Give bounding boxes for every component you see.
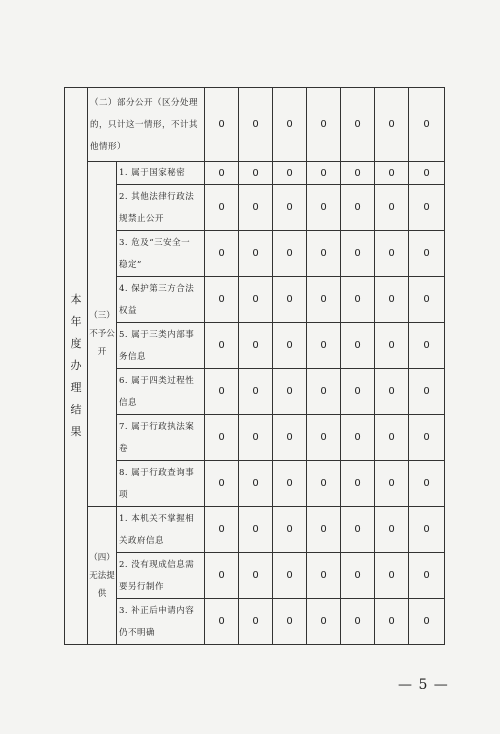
table-row <box>65 415 445 461</box>
row-label <box>88 88 205 162</box>
value-cell: 0 <box>409 415 445 461</box>
value-cell: 0 <box>409 231 445 277</box>
section-outcome-char: 本 <box>70 293 82 306</box>
value-cell: 0 <box>239 369 273 415</box>
value-cell: 0 <box>307 185 341 231</box>
value-cell: 0 <box>273 553 307 599</box>
value-cell: 0 <box>307 599 341 645</box>
row-label <box>117 507 205 553</box>
row-label-line: 他情形） <box>90 141 127 152</box>
value-cell: 0 <box>239 415 273 461</box>
row-label-line: 卷 <box>119 443 129 454</box>
table-row <box>65 162 445 185</box>
value-cell: 0 <box>239 88 273 162</box>
value-cell: 0 <box>341 415 375 461</box>
value-cell: 0 <box>341 369 375 415</box>
disclosure-table <box>64 87 445 645</box>
value-cell: 0 <box>307 231 341 277</box>
value-cell: 0 <box>239 162 273 185</box>
value-cell: 0 <box>375 415 409 461</box>
value-cell: 0 <box>375 162 409 185</box>
table-row <box>65 277 445 323</box>
row-label <box>117 369 205 415</box>
value-cell: 0 <box>341 277 375 323</box>
value-cell: 0 <box>409 88 445 162</box>
row-label-line: 权益 <box>119 305 138 316</box>
value-cell: 0 <box>375 277 409 323</box>
row-label-line: 1. 本机关不掌握相 <box>119 513 195 524</box>
section-outcome-char: 理 <box>70 381 82 394</box>
value-cell: 0 <box>409 553 445 599</box>
row-label-line: 要另行制作 <box>119 581 165 592</box>
value-cell: 0 <box>307 461 341 507</box>
group4-label-line1: （四） <box>89 552 115 563</box>
value-cell: 0 <box>307 323 341 369</box>
value-cell: 0 <box>273 507 307 553</box>
table-row <box>65 323 445 369</box>
row-label-line: 稳定” <box>119 259 142 270</box>
value-cell: 0 <box>205 185 239 231</box>
value-cell: 0 <box>205 553 239 599</box>
table-row <box>65 507 445 553</box>
value-cell: 0 <box>273 599 307 645</box>
value-cell: 0 <box>239 507 273 553</box>
value-cell: 0 <box>409 507 445 553</box>
value-cell: 0 <box>341 323 375 369</box>
value-cell: 0 <box>307 415 341 461</box>
value-cell: 0 <box>205 323 239 369</box>
value-cell: 0 <box>375 231 409 277</box>
value-cell: 0 <box>273 231 307 277</box>
value-cell: 0 <box>341 553 375 599</box>
value-cell: 0 <box>307 88 341 162</box>
value-cell: 0 <box>239 231 273 277</box>
value-cell: 0 <box>409 369 445 415</box>
section-outcome-char: 年 <box>70 315 82 328</box>
value-cell: 0 <box>205 369 239 415</box>
value-cell: 0 <box>409 323 445 369</box>
value-cell: 0 <box>341 599 375 645</box>
row-label <box>117 231 205 277</box>
value-cell: 0 <box>375 88 409 162</box>
section-outcome-char: 果 <box>70 425 82 438</box>
value-cell: 0 <box>239 599 273 645</box>
value-cell: 0 <box>307 553 341 599</box>
page-number: — 5 — <box>398 677 449 693</box>
table-row <box>65 369 445 415</box>
row-label <box>117 599 205 645</box>
row-label-line: 1. 属于国家秘密 <box>119 168 186 178</box>
table-row <box>65 553 445 599</box>
value-cell: 0 <box>341 88 375 162</box>
row-label-line: 4. 保护第三方合法 <box>119 283 195 294</box>
value-cell: 0 <box>375 185 409 231</box>
row-label-line: 项 <box>119 489 129 500</box>
value-cell: 0 <box>273 162 307 185</box>
row-label <box>117 162 205 185</box>
value-cell: 0 <box>375 369 409 415</box>
value-cell: 0 <box>205 599 239 645</box>
row-label-line: 2. 其他法律行政法 <box>119 191 195 202</box>
value-cell: 0 <box>205 162 239 185</box>
value-cell: 0 <box>307 277 341 323</box>
row-label-line: 务信息 <box>119 351 147 362</box>
value-cell: 0 <box>375 553 409 599</box>
row-label-line: 8. 属于行政查询事 <box>119 467 195 478</box>
value-cell: 0 <box>341 162 375 185</box>
row-label-line: 7. 属于行政执法案 <box>119 421 195 432</box>
value-cell: 0 <box>273 323 307 369</box>
value-cell: 0 <box>409 599 445 645</box>
row-label <box>117 277 205 323</box>
table-row <box>65 88 445 162</box>
value-cell: 0 <box>341 507 375 553</box>
value-cell: 0 <box>375 599 409 645</box>
section-outcome-cell <box>65 88 88 645</box>
row-label-line: 5. 属于三类内部事 <box>119 329 195 340</box>
value-cell: 0 <box>205 507 239 553</box>
group4-label-cell <box>88 507 117 645</box>
row-label-line: 的，只计这一情形，不计其 <box>90 119 199 130</box>
value-cell: 0 <box>375 323 409 369</box>
row-label <box>117 553 205 599</box>
section-outcome-char: 办 <box>70 359 82 372</box>
value-cell: 0 <box>205 231 239 277</box>
row-label-line: 6. 属于四类过程性 <box>119 375 195 386</box>
row-label-line: 信息 <box>119 397 138 408</box>
value-cell: 0 <box>273 369 307 415</box>
row-label-line: 仍不明确 <box>119 627 156 638</box>
value-cell: 0 <box>205 277 239 323</box>
value-cell: 0 <box>239 277 273 323</box>
value-cell: 0 <box>341 231 375 277</box>
value-cell: 0 <box>307 162 341 185</box>
value-cell: 0 <box>341 461 375 507</box>
group3-label-cell <box>88 162 117 507</box>
row-label-line: 规禁止公开 <box>119 213 165 224</box>
group4-label-line3: 供 <box>97 588 107 599</box>
row-label-line: 3. 危及“三安全一 <box>119 237 191 248</box>
value-cell: 0 <box>239 461 273 507</box>
section-outcome-char: 度 <box>70 337 82 350</box>
value-cell: 0 <box>409 185 445 231</box>
value-cell: 0 <box>409 461 445 507</box>
row-label-line: 3. 补正后申请内容 <box>119 605 195 616</box>
group4-label-line2: 无法提 <box>89 570 115 581</box>
table-row <box>65 599 445 645</box>
value-cell: 0 <box>239 553 273 599</box>
group3-label-line2: 不予公 <box>89 329 115 339</box>
row-label <box>117 415 205 461</box>
group3-label-line3: 开 <box>97 347 107 357</box>
value-cell: 0 <box>239 185 273 231</box>
value-cell: 0 <box>205 415 239 461</box>
value-cell: 0 <box>239 323 273 369</box>
value-cell: 0 <box>205 88 239 162</box>
row-label <box>117 461 205 507</box>
value-cell: 0 <box>375 461 409 507</box>
value-cell: 0 <box>205 461 239 507</box>
group3-label-line1: （三） <box>89 311 115 321</box>
value-cell: 0 <box>273 185 307 231</box>
row-label-line: （二）部分公开（区分处理 <box>90 97 199 108</box>
value-cell: 0 <box>409 277 445 323</box>
value-cell: 0 <box>375 507 409 553</box>
value-cell: 0 <box>409 162 445 185</box>
row-label <box>117 323 205 369</box>
value-cell: 0 <box>307 507 341 553</box>
value-cell: 0 <box>273 415 307 461</box>
row-label-line: 关政府信息 <box>119 535 165 546</box>
table-row <box>65 185 445 231</box>
row-label-line: 2. 没有现成信息需 <box>119 559 195 570</box>
table-row <box>65 231 445 277</box>
table-row <box>65 461 445 507</box>
value-cell: 0 <box>273 277 307 323</box>
value-cell: 0 <box>273 461 307 507</box>
value-cell: 0 <box>307 369 341 415</box>
row-label <box>117 185 205 231</box>
section-outcome-char: 结 <box>70 403 82 416</box>
value-cell: 0 <box>341 185 375 231</box>
value-cell: 0 <box>273 88 307 162</box>
